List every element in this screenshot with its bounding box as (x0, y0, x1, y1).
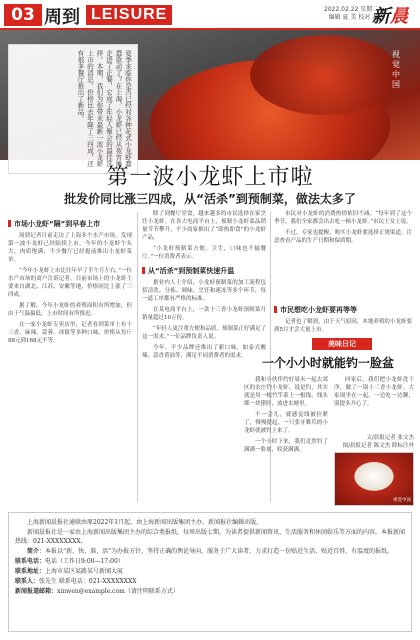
byline-writer: 文/晨报记者 张文杰 (366, 435, 414, 441)
masthead (0, 0, 420, 28)
section-heading: 市民想吃小龙虾要再等等 (274, 305, 412, 315)
column-divider (137, 212, 138, 502)
issue-info (324, 6, 378, 22)
paragraph: 不一会儿，就感觉线被拉紧了，慢慢提起，一只张牙舞爪的小龙虾就被钓上来了。 (244, 412, 328, 434)
section-weekly-label: 周到 (44, 7, 80, 28)
paragraph: 不过，专家也提醒，购买小龙虾要选择正规渠道，注意查看产品的生产日期和保质期。 (274, 230, 412, 244)
crayfish-bowl-image (250, 35, 400, 115)
article-column-3 (274, 210, 412, 294)
heading-marker (8, 220, 11, 227)
footer-contact-address: 联系地址：上海市某区某路某号新闻大厦 (15, 568, 124, 575)
paragraph: 周到记者日前走访了上海多个水产市场，发现第一波小龙虾已经陆续上市。今年的小龙虾个头大、肉质饱满，不少餐厅已经提前推出小龙虾菜单。 (8, 233, 132, 263)
paragraph: 在一家小龙虾专卖店里，记者看到菜单上有十三香、麻辣、蒜蓉、冰镇等多种口味，价格从每斤88元到168元不等。 (8, 322, 132, 344)
column-tag: 美味日记 (312, 338, 372, 350)
paragraph: “年轻人更注重方便和品质，预制菜正好满足了这一需求。”一位品牌负责人说。 (142, 326, 266, 340)
issue-editor: 编辑 夏 美 校对 苏 (328, 14, 379, 21)
logo-accent: 晨 (390, 6, 408, 27)
paragraph: 回家后，我们把小龙虾洗干净，做了一锅十三香小龙虾。大家围坐在一起，一边吃一边聊，别提多开心了。 (334, 377, 414, 407)
secondary-headline: 一个小小时就能钓一脸盆 (261, 356, 394, 370)
section-heading: 从“活杀”到预制菜快速升温 (142, 266, 266, 276)
heading-marker (274, 306, 277, 313)
section-number: 03 (4, 4, 42, 26)
paragraph: 一个小时下来，我们竟然钓了满满一脸盆，收获满满。 (244, 439, 328, 453)
article-column-1 (8, 214, 132, 390)
photo-credit: 视觉中国 (393, 498, 411, 503)
paragraph: “小龙虾预制菜方便、卫生，口味也不输餐厅。”一位消费者表示。 (142, 246, 266, 260)
paragraph: 据业内人士介绍，小龙虾预制菜的加工流程包括清洗、分拣、调味、烹饪和速冻等多个环节，每一道工序都有严格的标准。 (142, 280, 266, 302)
article2-column-1 (244, 376, 328, 506)
section-heading: 市场小龙虾“隔”到早春上市 (8, 219, 132, 229)
issue-date: 2022.02.22 星期二 (324, 6, 379, 13)
footer-intro-text: 本报以“新、快、准、活”为办报方针，坚持正确的舆论导向，服务于广大读者，力求打造一份贴近生活、贴近百姓、有温度的报纸。 (45, 548, 394, 555)
footer-contact-email[interactable]: 新闻报道邮箱：xinwen@example.com（请注明联系方式） (15, 588, 179, 595)
intro-box: 夏季来临你是否已经对各种花式小龙虾蠢蠢欲动了？在上海，小龙虾已经从夜宵摊走进了正餐，它成了年轻人聚会的最佳选择。本期，我们为你带来最新一波小龙虾上市的消息，价格比去年降了三四成，还有很多餐厅推出了新品。 (8, 44, 138, 174)
footer-intro-label: 简介 (27, 548, 40, 555)
paragraph: “今年小龙虾上市比往年早了半个月左右。”一位水产市场的商户告诉记者，目前市场上的小龙虾主要来自湖北、江苏、安徽等地，价格同比上涨了三四成。 (8, 268, 132, 298)
footer-info-box (8, 512, 412, 632)
paragraph: 今年，不少品牌还推出了新口味，如泰式酸辣、蒜香黄油等，满足不同消费者的需求。 (142, 345, 266, 359)
main-headline: 第一波小龙虾上市啦 (106, 165, 314, 190)
footer-contact-phone: 联系电话：电话（工作日9:00—17:00） (15, 558, 124, 565)
paragraph: 市民对小龙虾的消费热情依旧不减。“每年到了这个季节，我们全家都会出去吃一顿小龙虾。”市民王女士说。 (274, 211, 412, 225)
logo-main: 新 (372, 6, 390, 27)
article2-column-2 (334, 376, 414, 432)
paragraph: 记者也了解到，由于天气原因，本地养殖的小龙虾要到5月才会大量上市。 (274, 319, 412, 333)
main-subheadline: 批发价同比涨三四成，从“活杀”到预制菜，做法太多了 (64, 192, 356, 206)
paragraph: 据了解，今年小龙虾的养殖面积有所增加，但由于气温偏低，上市时间有所推迟。 (8, 303, 132, 317)
footer-body: 新闻晨报社是一家由上海新闻出版集团主办的综合类报纸，每周出版七期，为读者提供新闻资讯、生活服务和休闲娱乐等方面的内容。本报新闻热线：021-XXXXXXXX。 (15, 529, 406, 545)
footer-lead: 上海新闻晨报社通联由原2022年1月起，由上海新闻出版集团主办，新闻报社编辑出版。 (27, 519, 263, 526)
footer-contact-person: 联系人：张先生 联系电话：021-XXXXXXXX (15, 578, 137, 585)
article-column-3-section (274, 300, 412, 334)
byline-photographer: 图/晨报记者 陈文杰 除标注外 (342, 443, 414, 449)
paragraph: 除了到餐厅堂食，越来越多的市民选择在家烹饪小龙虾。在各大电商平台上，预制小龙虾菜品销量节节攀升，不少商家推出了“即热即食”的小龙虾产品。 (142, 211, 266, 241)
paragraph: 在某电商平台上，一款十三香小龙虾预制菜月销量超过10万份。 (142, 307, 266, 321)
hero-photo-credit: 视觉中国 (392, 50, 400, 89)
section-name: LEISURE (86, 5, 172, 25)
heading-marker (142, 267, 145, 274)
byline (334, 434, 414, 450)
paragraph: 我和小伙伴约好周末一起去郊区的农庄钓小龙虾。说是钓，其实就是用一根竹竿系上一根线，线头绑一块猪肝，放进水塘里。 (244, 377, 328, 407)
footer-intro: 简介：本报以“新、快、准、活”为办报方针，坚持正确的舆论导向，服务于广大读者，力求打造一份贴近生活、贴近百姓、有温度的报纸。 (27, 548, 394, 555)
crayfish-dish-photo (334, 452, 414, 506)
